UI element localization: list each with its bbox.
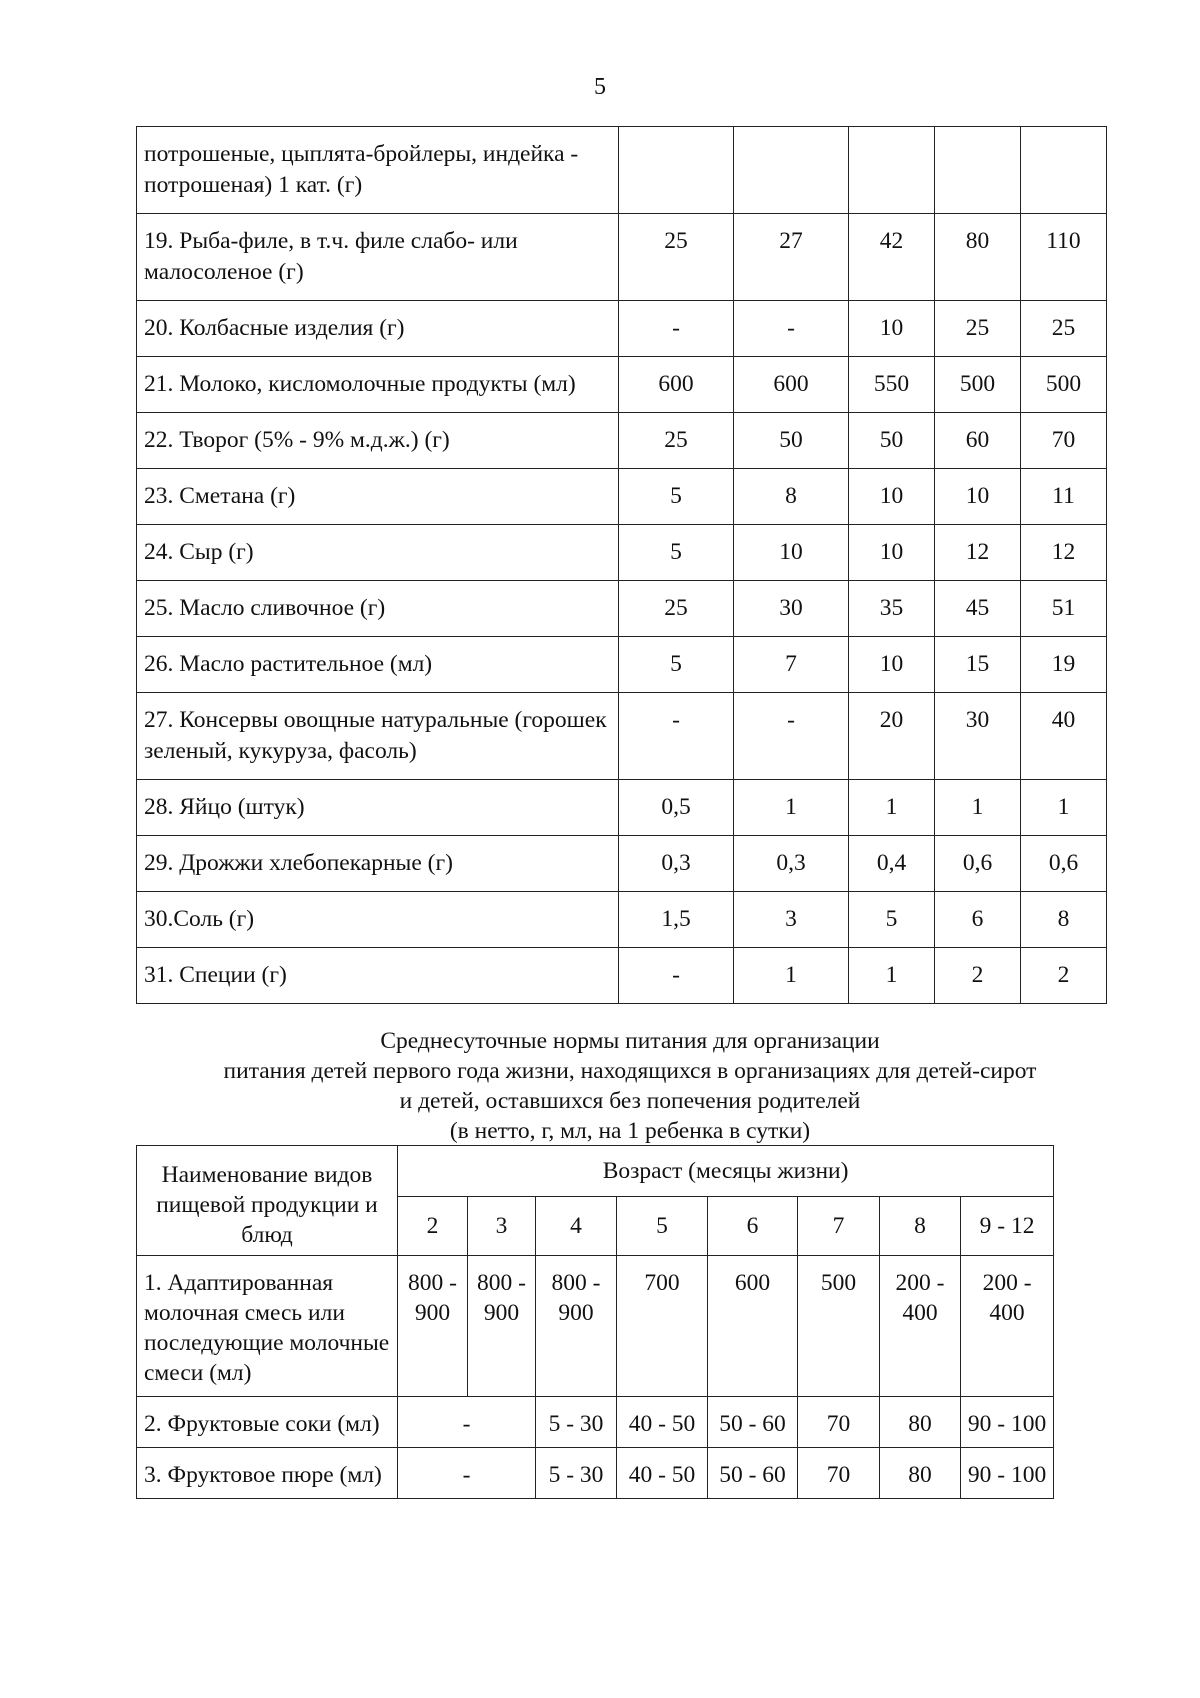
value-cell: - <box>619 948 734 1004</box>
value-cell: 50 - 60 <box>708 1448 798 1499</box>
table-row <box>137 301 1107 357</box>
section-heading <box>0 1026 1200 1146</box>
table-row <box>137 693 1107 780</box>
value-cell: 500 <box>1021 357 1107 413</box>
value-cell: 80 <box>935 214 1021 301</box>
value-cell: 10 <box>734 525 849 581</box>
value-cell: 10 <box>935 469 1021 525</box>
value-cell: 800 - 900 <box>468 1256 536 1397</box>
month-header-cell: 2 <box>398 1197 468 1256</box>
table-row <box>137 413 1107 469</box>
month-header-cell: 8 <box>880 1197 961 1256</box>
table-row <box>137 469 1107 525</box>
value-cell: - <box>734 693 849 780</box>
value-cell: 25 <box>619 214 734 301</box>
month-header-cell: 9 - 12 <box>961 1197 1054 1256</box>
table-row <box>137 836 1107 892</box>
value-cell: 70 <box>798 1448 880 1499</box>
value-cell: 600 <box>734 357 849 413</box>
table-row <box>137 1256 1054 1397</box>
product-name-cell: 24. Сыр (г) <box>137 525 619 581</box>
value-cell: 15 <box>935 637 1021 693</box>
product-name-cell: 1. Адаптированная молочная смесь или последующие молочные смеси (мл) <box>137 1256 398 1397</box>
value-cell: 5 <box>619 525 734 581</box>
value-cell: 8 <box>1021 892 1107 948</box>
value-cell: 110 <box>1021 214 1107 301</box>
value-cell: 25 <box>1021 301 1107 357</box>
heading-line-1: Среднесуточные нормы питания для организации <box>380 1028 880 1054</box>
value-cell: 1 <box>849 780 935 836</box>
value-cell: - <box>619 693 734 780</box>
table-row <box>137 637 1107 693</box>
value-cell <box>734 127 849 214</box>
value-cell: 25 <box>619 581 734 637</box>
value-cell: 10 <box>849 301 935 357</box>
heading-line-4: (в нетто, г, мл, на 1 ребенка в сутки) <box>449 1118 811 1144</box>
product-name-header: Наименование видов пищевой продукции и блюд <box>137 1146 398 1256</box>
month-header-cell: 4 <box>536 1197 617 1256</box>
product-name-cell: 30.Соль (г) <box>137 892 619 948</box>
table-row <box>137 892 1107 948</box>
heading-line-2: питания детей первого года жизни, находящихся в организациях для детей-сирот <box>223 1058 1037 1084</box>
value-cell: 1 <box>849 948 935 1004</box>
product-name-cell: 29. Дрожжи хлебопекарные (г) <box>137 836 619 892</box>
table-row <box>137 525 1107 581</box>
value-cell: 25 <box>935 301 1021 357</box>
value-cell: 2 <box>1021 948 1107 1004</box>
value-cell: 800 - 900 <box>398 1256 468 1397</box>
value-cell: 5 - 30 <box>536 1448 617 1499</box>
value-cell: 51 <box>1021 581 1107 637</box>
month-header-cell: 7 <box>798 1197 880 1256</box>
table-row <box>137 214 1107 301</box>
value-cell: 20 <box>849 693 935 780</box>
value-cell: 90 - 100 <box>961 1397 1054 1448</box>
table-row <box>137 357 1107 413</box>
table-row <box>137 127 1107 214</box>
value-cell: 5 <box>619 469 734 525</box>
value-cell: 40 - 50 <box>617 1448 708 1499</box>
value-cell: 700 <box>617 1256 708 1397</box>
value-cell: 0,5 <box>619 780 734 836</box>
value-cell: 10 <box>849 469 935 525</box>
value-cell: 8 <box>734 469 849 525</box>
value-cell <box>1021 127 1107 214</box>
table-row <box>137 1448 1054 1499</box>
value-cell: 90 - 100 <box>961 1448 1054 1499</box>
table-row <box>137 1397 1054 1448</box>
value-cell: 5 <box>849 892 935 948</box>
product-name-cell: 25. Масло сливочное (г) <box>137 581 619 637</box>
product-name-cell: 23. Сметана (г) <box>137 469 619 525</box>
value-cell: 0,4 <box>849 836 935 892</box>
value-cell: 0,3 <box>619 836 734 892</box>
value-cell: 80 <box>880 1397 961 1448</box>
food-norms-table-continued <box>136 126 1107 1004</box>
value-cell: 550 <box>849 357 935 413</box>
product-name-cell: 27. Консервы овощные натуральные (горошек зеленый, кукуруза, фасоль) <box>137 693 619 780</box>
value-cell: 30 <box>935 693 1021 780</box>
value-cell: 7 <box>734 637 849 693</box>
value-cell: 5 - 30 <box>536 1397 617 1448</box>
value-cell: 30 <box>734 581 849 637</box>
value-cell: 70 <box>798 1397 880 1448</box>
value-cell: - <box>734 301 849 357</box>
value-cell <box>935 127 1021 214</box>
product-name-cell: потрошеные, цыплята-бройлеры, индейка - потрошеная) 1 кат. (г) <box>137 127 619 214</box>
infant-norms-table <box>136 1145 1054 1499</box>
table-row <box>137 780 1107 836</box>
value-cell: 6 <box>935 892 1021 948</box>
value-cell: 800 - 900 <box>536 1256 617 1397</box>
value-cell: 19 <box>1021 637 1107 693</box>
value-cell: 80 <box>880 1448 961 1499</box>
month-header-cell: 3 <box>468 1197 536 1256</box>
value-cell: 42 <box>849 214 935 301</box>
value-cell <box>619 127 734 214</box>
value-cell: 5 <box>619 637 734 693</box>
value-cell: 70 <box>1021 413 1107 469</box>
value-cell <box>849 127 935 214</box>
value-cell: 600 <box>708 1256 798 1397</box>
month-header-cell: 5 <box>617 1197 708 1256</box>
value-cell: 200 - 400 <box>961 1256 1054 1397</box>
value-cell: 25 <box>619 413 734 469</box>
product-name-cell: 28. Яйцо (штук) <box>137 780 619 836</box>
product-name-cell: 20. Колбасные изделия (г) <box>137 301 619 357</box>
value-cell: 1 <box>1021 780 1107 836</box>
value-cell: 500 <box>798 1256 880 1397</box>
value-cell: 600 <box>619 357 734 413</box>
product-name-cell: 26. Масло растительное (мл) <box>137 637 619 693</box>
value-cell: 1 <box>734 780 849 836</box>
product-name-cell: 3. Фруктовое пюре (мл) <box>137 1448 398 1499</box>
merged-value-cell: - <box>398 1448 536 1499</box>
value-cell: 1 <box>734 948 849 1004</box>
table-row <box>137 948 1107 1004</box>
age-header: Возраст (месяцы жизни) <box>398 1146 1054 1197</box>
value-cell: 50 <box>734 413 849 469</box>
value-cell: 27 <box>734 214 849 301</box>
month-header-cell: 6 <box>708 1197 798 1256</box>
page-number: 5 <box>594 74 606 100</box>
value-cell: 0,6 <box>1021 836 1107 892</box>
value-cell: 40 <box>1021 693 1107 780</box>
value-cell: 35 <box>849 581 935 637</box>
value-cell: 200 - 400 <box>880 1256 961 1397</box>
value-cell: 2 <box>935 948 1021 1004</box>
value-cell: 12 <box>935 525 1021 581</box>
value-cell: 10 <box>849 525 935 581</box>
value-cell: 0,3 <box>734 836 849 892</box>
value-cell: 1 <box>935 780 1021 836</box>
value-cell: 60 <box>935 413 1021 469</box>
value-cell: - <box>619 301 734 357</box>
value-cell: 50 - 60 <box>708 1397 798 1448</box>
product-name-cell: 22. Творог (5% - 9% м.д.ж.) (г) <box>137 413 619 469</box>
merged-value-cell: - <box>398 1397 536 1448</box>
value-cell: 11 <box>1021 469 1107 525</box>
product-name-cell: 2. Фруктовые соки (мл) <box>137 1397 398 1448</box>
value-cell: 1,5 <box>619 892 734 948</box>
product-name-cell: 21. Молоко, кисломолочные продукты (мл) <box>137 357 619 413</box>
value-cell: 45 <box>935 581 1021 637</box>
heading-line-3: и детей, оставшихся без попечения родителей <box>399 1088 861 1114</box>
product-name-cell: 31. Специи (г) <box>137 948 619 1004</box>
value-cell: 500 <box>935 357 1021 413</box>
value-cell: 3 <box>734 892 849 948</box>
value-cell: 40 - 50 <box>617 1397 708 1448</box>
value-cell: 0,6 <box>935 836 1021 892</box>
table-row <box>137 581 1107 637</box>
product-name-cell: 19. Рыба-филе, в т.ч. филе слабо- или малосоленое (г) <box>137 214 619 301</box>
value-cell: 50 <box>849 413 935 469</box>
value-cell: 12 <box>1021 525 1107 581</box>
value-cell: 10 <box>849 637 935 693</box>
